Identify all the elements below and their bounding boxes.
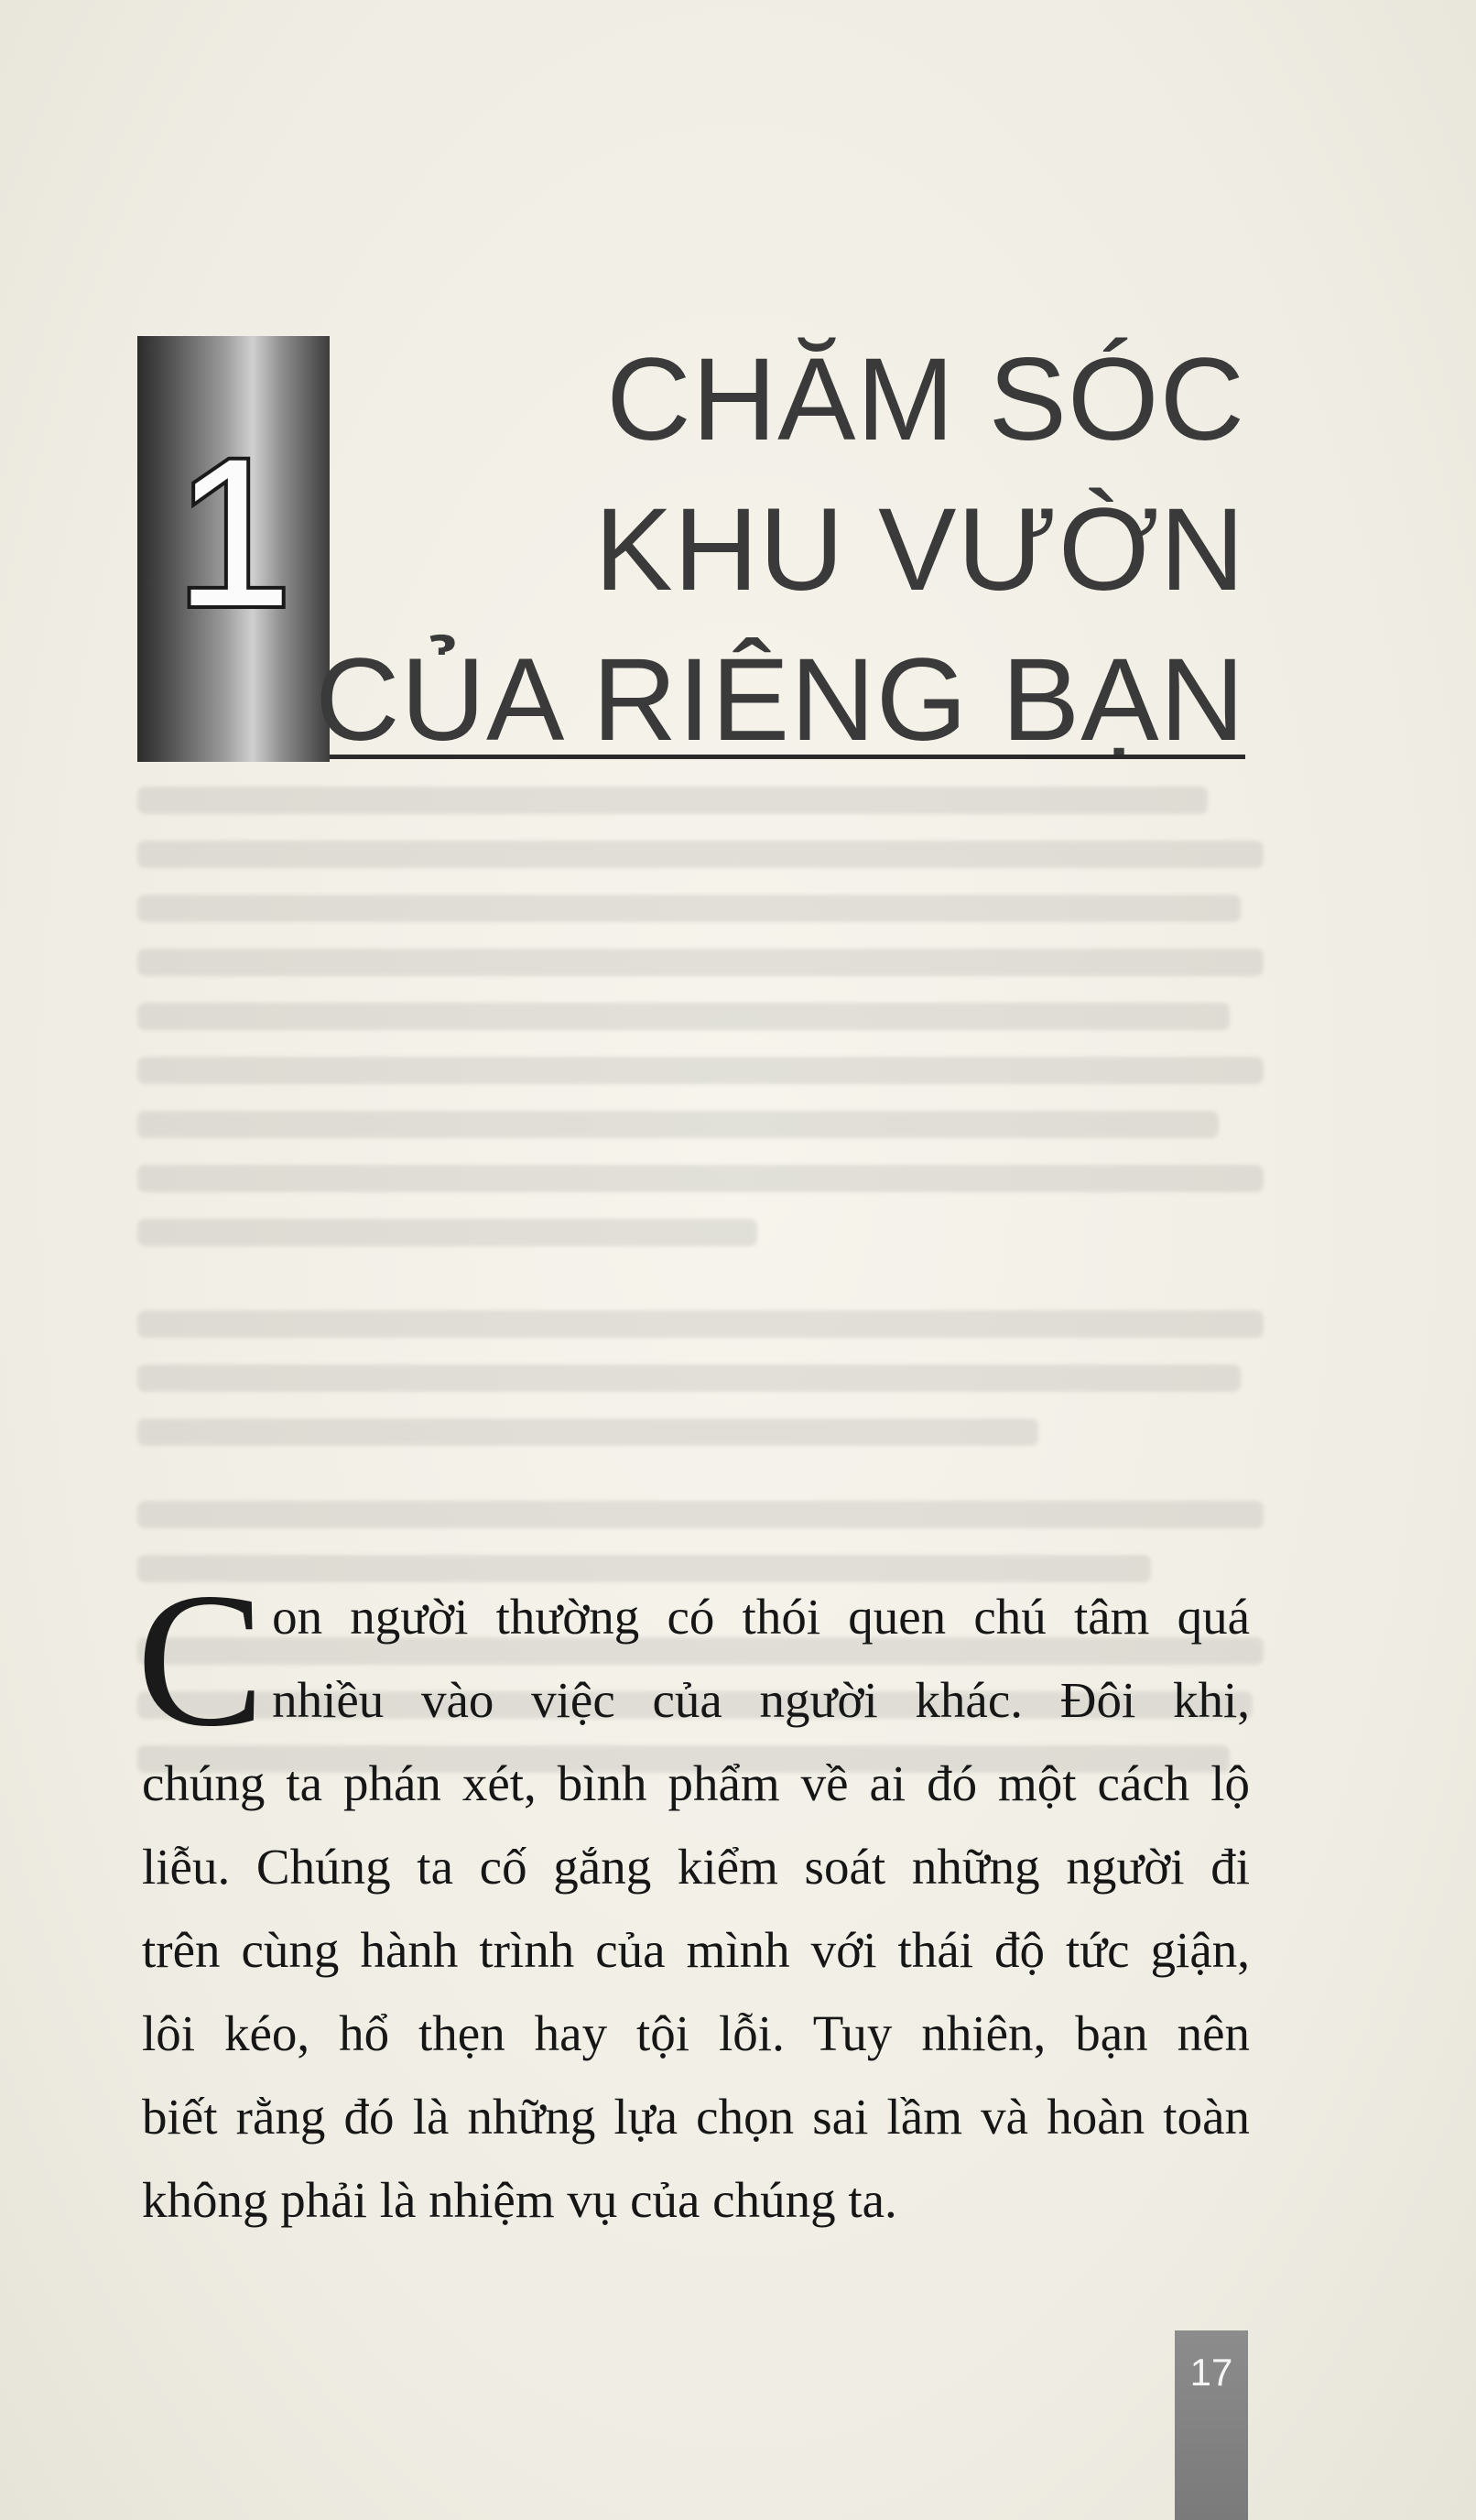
paragraph-line: không phải là nhiệm vụ của chúng ta. [142, 2172, 897, 2228]
chapter-number-block [137, 336, 330, 762]
chapter-title-line-3: CỦA RIÊNG BẠN [315, 635, 1245, 766]
paragraph-line: trên cùng hành trình của mình với thái độ tức giận, [142, 1922, 1250, 1978]
paragraph-line: chúng ta phán xét, bình phẩm về ai đó một cách lộ [142, 1755, 1250, 1811]
paragraph-line: lôi kéo, hổ thẹn hay tội lỗi. Tuy nhiên, bạn nên [142, 2005, 1250, 2061]
chapter-number: 1 [175, 415, 292, 650]
opening-paragraph [136, 1554, 1250, 2242]
page-number: 17 [1189, 2351, 1233, 2394]
paragraph-line: nhiều vào việc của người khác. Đôi khi, [272, 1672, 1250, 1728]
chapter-title [315, 325, 1245, 776]
chapter-title-line-2: KHU VƯỜN [594, 484, 1245, 615]
paragraph-line: liễu. Chúng ta cố gắng kiểm soát những người đi [142, 1839, 1250, 1895]
paragraph-line: on người thường có thói quen chú tâm quá [272, 1589, 1250, 1645]
paragraph-line: biết rằng đó là những lựa chọn sai lầm và hoàn toàn [142, 2089, 1250, 2145]
title-rule [330, 755, 1245, 759]
drop-cap: C [136, 1554, 266, 1766]
page-number-tab [1175, 2330, 1248, 2520]
chapter-title-line-1: CHĂM SÓC [606, 334, 1245, 465]
